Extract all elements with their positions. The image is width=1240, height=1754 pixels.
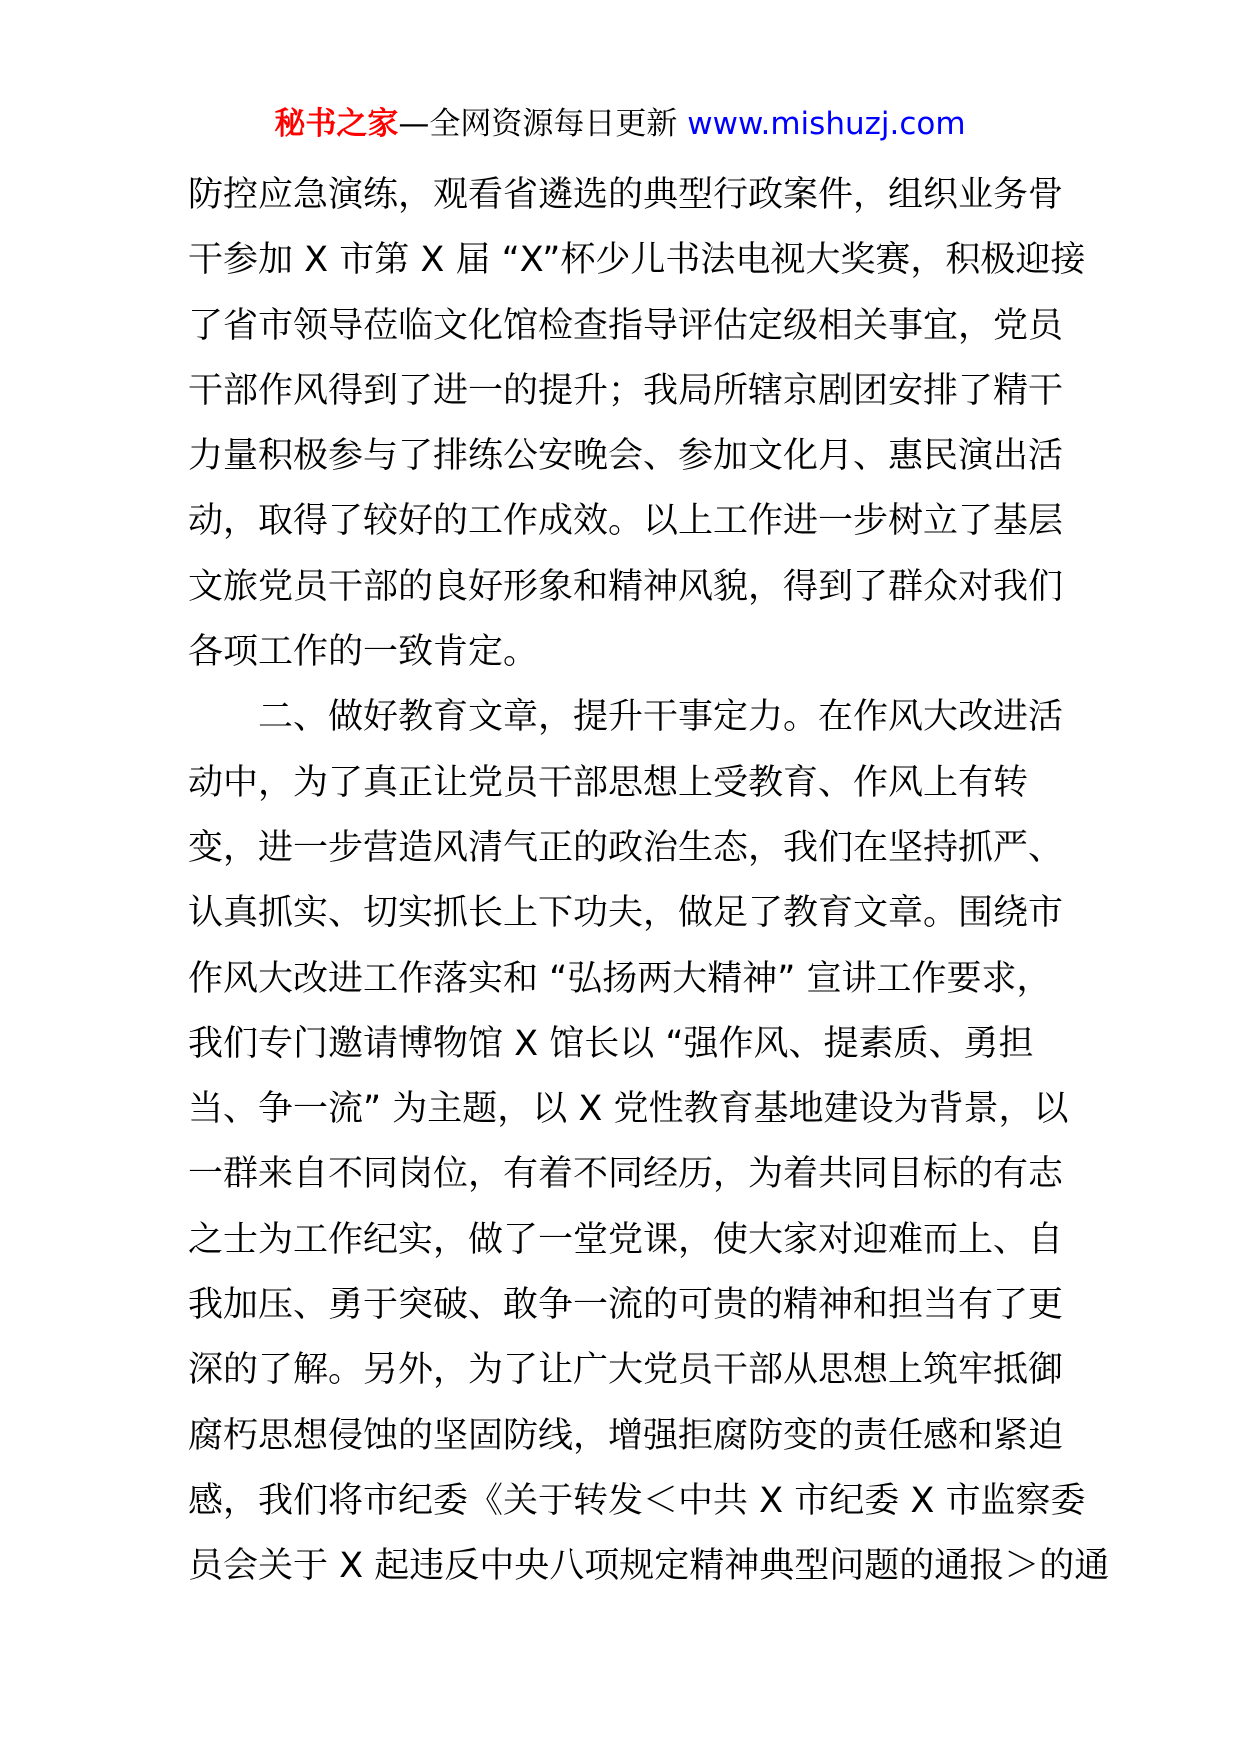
text-line: 干参加 X 市第 X 届 “X”杯少儿书法电视大奖赛，积极迎接	[188, 240, 1086, 281]
section-heading-line: 二、做好教育文章，提升干事定力。在作风大改进活	[258, 697, 1064, 738]
text-line: 力量积极参与了排练公安晚会、参加文化月、惠民演出活	[188, 436, 1064, 477]
website-link[interactable]: www.mishuzj.com	[687, 106, 966, 142]
text-line: 了省市领导莅临文化馆检查指导评估定级相关事宜，党员	[188, 305, 1064, 346]
text-line: 防控应急演练，观看省遴选的典型行政案件，组织业务骨	[188, 175, 1064, 215]
text-line: 各项工作的一致肯定。	[188, 632, 539, 673]
text-line: 动，取得了较好的工作成效。以上工作进一步树立了基层	[188, 501, 1064, 542]
text-line: 我加压、勇于突破、敢争一流的可贵的精神和担当有了更	[188, 1285, 1064, 1326]
brand-name: 秘书之家	[274, 106, 399, 142]
text-line: 变，进一步营造风清气正的政治生态，我们在坚持抓严、	[188, 827, 1064, 868]
text-line: 当、争一流” 为主题，以 X 党性教育基地建设为背景，以	[188, 1089, 1069, 1130]
text-line: 员会关于 X 起违反中央八项规定精神典型问题的通报＞的通	[188, 1546, 1110, 1587]
page-header	[0, 100, 1240, 148]
text-line: 腐朽思想侵蚀的坚固防线，增强拒腐防变的责任感和紧迫	[188, 1415, 1064, 1456]
text-line: 深的了解。另外，为了让广大党员干部从思想上筑牢抵御	[188, 1350, 1064, 1391]
text-line: 之士为工作纪实，做了一堂党课，使大家对迎难而上、自	[188, 1219, 1064, 1260]
text-line: 动中，为了真正让党员干部思想上受教育、作风上有转	[188, 762, 1029, 803]
text-line: 感，我们将市纪委《关于转发＜中共 X 市纪委 X 市监察委	[188, 1480, 1086, 1521]
document-body	[188, 163, 1110, 1600]
header-tagline: —全网资源每日更新	[398, 106, 688, 142]
text-line: 我们专门邀请博物馆 X 馆长以 “强作风、提素质、勇担	[188, 1023, 1034, 1064]
text-line: 干部作风得到了进一的提升；我局所辖京剧团安排了精干	[188, 370, 1064, 411]
text-line: 文旅党员干部的良好形象和精神风貌，得到了群众对我们	[188, 566, 1064, 607]
text-line: 认真抓实、切实抓长上下功夫，做足了教育文章。围绕市	[188, 893, 1064, 934]
text-line: 一群来自不同岗位，有着不同经历，为着共同目标的有志	[188, 1154, 1064, 1195]
text-line: 作风大改进工作落实和 “弘扬两大精神” 宣讲工作要求，	[188, 958, 1052, 999]
